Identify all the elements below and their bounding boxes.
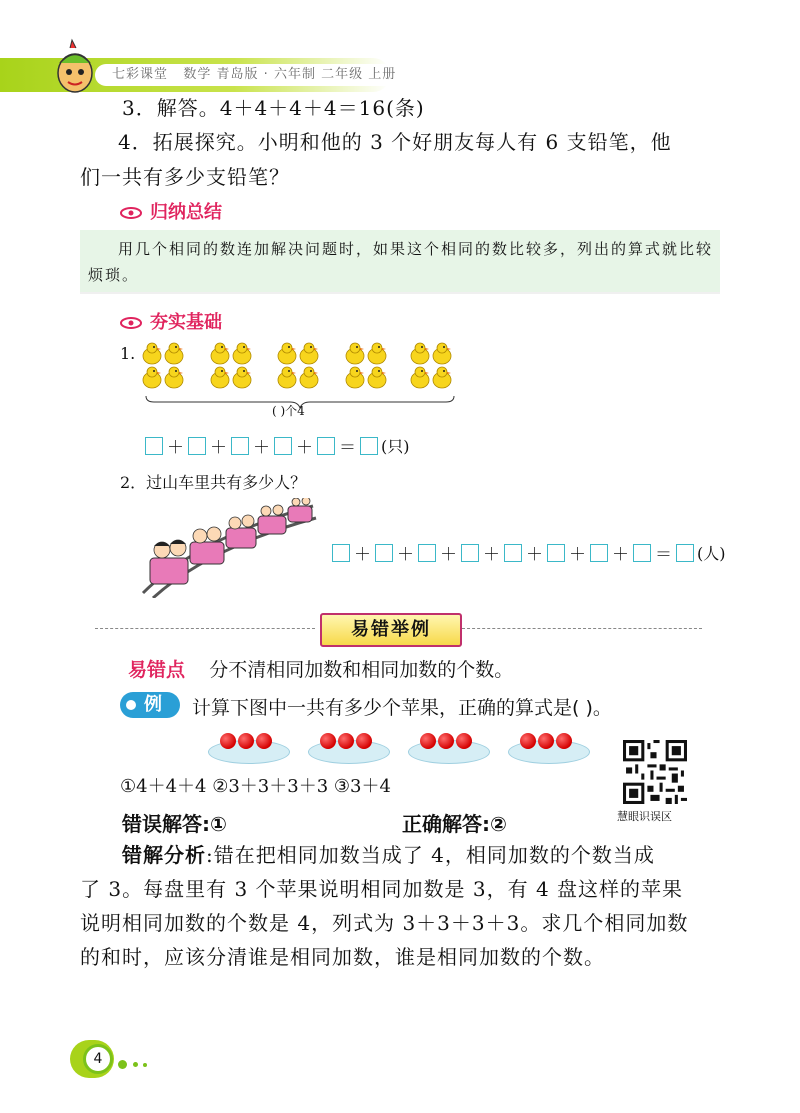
apple <box>556 733 572 749</box>
analysis-line2: 了 3。每盘里有 3 个苹果说明相同加数是 3，有 4 盘这样的苹果 <box>80 877 684 901</box>
answer-box[interactable] <box>547 544 565 562</box>
apple-plates <box>208 730 608 760</box>
answer-box[interactable] <box>360 437 378 455</box>
answer-options: ①4＋4＋4 ②3＋3＋3＋3 ③3＋4 <box>120 776 391 797</box>
qr-code-icon[interactable] <box>623 740 687 804</box>
apple <box>338 733 354 749</box>
question-4-line2: 们一共有多少支铅笔？ <box>80 165 290 189</box>
q1-brace-label: ( )个4 <box>272 404 305 418</box>
answer-box[interactable] <box>231 437 249 455</box>
apple <box>538 733 554 749</box>
dot-decoration <box>118 1060 127 1069</box>
question-4-line1: 4．拓展探究。小明和他的 3 个好朋友每人有 6 支铅笔，他 <box>118 130 672 154</box>
mascot-icon <box>50 38 100 96</box>
answer-box[interactable] <box>504 544 522 562</box>
apple <box>320 733 336 749</box>
section-ribbon: 易错举例 <box>320 613 462 647</box>
q1-unit: (只) <box>381 437 410 456</box>
foundation-heading-text: 夯实基础 <box>150 312 222 333</box>
series-name: 七彩课堂 <box>112 67 169 82</box>
eye-icon <box>120 317 142 329</box>
question-2: 2．过山车里共有多少人？ <box>120 473 307 492</box>
apple <box>356 733 372 749</box>
answer-box[interactable] <box>332 544 350 562</box>
q1-number: 1. <box>120 344 136 363</box>
answer-box[interactable] <box>418 544 436 562</box>
dot-decoration <box>143 1063 147 1067</box>
analysis-label: 错解分析 <box>122 843 206 867</box>
answer-box[interactable] <box>317 437 335 455</box>
apple <box>256 733 272 749</box>
eye-icon <box>120 207 142 219</box>
analysis-line1 <box>122 840 655 870</box>
wrong-answer: 错误解答:① <box>122 812 227 836</box>
error-point-text: 分不清相同加数和相同加数的个数。 <box>209 659 514 681</box>
analysis-text-1: :错在把相同加数当成了 4，相同加数的个数当成 <box>206 843 655 867</box>
subject-info: 数学 青岛版 · 六年制 二年级 上册 <box>183 67 397 82</box>
divider-right <box>462 628 702 629</box>
q2-unit: (人) <box>697 544 726 563</box>
dot-decoration <box>133 1062 138 1067</box>
answer-box[interactable] <box>375 544 393 562</box>
summary-heading-text: 归纳总结 <box>150 202 222 223</box>
answer-box[interactable] <box>188 437 206 455</box>
analysis-line4: 的和时，应该分清谁是相同加数，谁是相同加数的个数。 <box>80 945 605 969</box>
example-tag <box>120 692 180 718</box>
roller-coaster-illustration <box>138 498 318 598</box>
answer-box[interactable] <box>633 544 651 562</box>
example-tag-text: 例 <box>144 694 162 715</box>
apple <box>420 733 436 749</box>
summary-text: 用几个相同的数连加解决问题时，如果这个相同的数比较多，列出的算式就比较烦琐。 <box>88 240 714 284</box>
page-number: 4 <box>83 1044 113 1074</box>
q2-equation: ＋ ＋ ＋ ＋ ＋ ＋ ＋ ＝ (人) <box>332 540 726 565</box>
answer-box[interactable] <box>676 544 694 562</box>
example-text: 计算下图中一共有多少个苹果，正确的算式是( )。 <box>192 697 612 719</box>
answer-box[interactable] <box>590 544 608 562</box>
apple <box>520 733 536 749</box>
apple <box>456 733 472 749</box>
answer-box[interactable] <box>274 437 292 455</box>
correct-answer: 正确解答:② <box>402 812 507 836</box>
apple <box>238 733 254 749</box>
error-point <box>128 655 513 682</box>
bullet-icon <box>126 700 136 710</box>
header-title <box>112 64 396 86</box>
summary-heading <box>120 198 222 224</box>
error-point-label: 易错点 <box>128 659 186 681</box>
foundation-heading <box>120 308 222 334</box>
analysis-line3: 说明相同加数的个数是 4，列式为 3＋3＋3＋3。求几个相同加数 <box>80 911 689 935</box>
answer-box[interactable] <box>461 544 479 562</box>
chicks-illustration <box>140 340 470 420</box>
divider-left <box>95 628 315 629</box>
apple <box>438 733 454 749</box>
q1-equation: ＋ ＋ ＋ ＋ ＝ (只) <box>145 433 410 458</box>
qr-caption: 慧眼识误区 <box>617 810 672 823</box>
question-3: 3．解答。4＋4＋4＋4＝16(条) <box>122 96 425 120</box>
answer-box[interactable] <box>145 437 163 455</box>
apple <box>220 733 236 749</box>
